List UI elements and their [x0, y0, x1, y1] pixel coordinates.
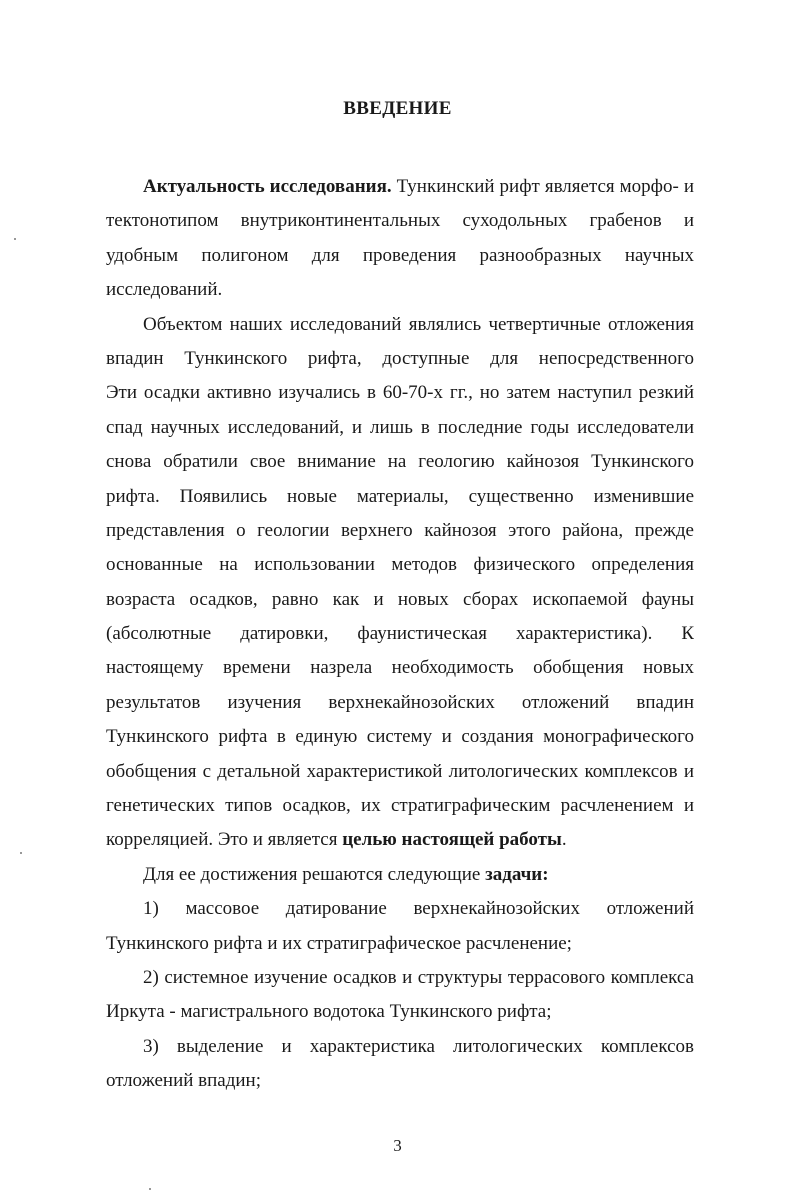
scan-speck [149, 1188, 151, 1190]
paragraph-2-line-5: снова обратили свое внимание на геологию кайнозоя Тункинского [106, 451, 694, 473]
paragraph-2-goal-bold: целью настоящей работы [342, 829, 562, 851]
page-title: ВВЕДЕНИЕ [343, 98, 452, 119]
paragraph-2-line-1: Объектом наших исследований являлись четвертичные отложения [143, 313, 694, 335]
paragraph-3-line-1 [106, 858, 694, 892]
paragraph-2-line-14: обобщения с детальной характеристикой литологических комплексов и [106, 760, 694, 782]
paragraph-2-last-start: корреляцией. Это и является [106, 829, 343, 851]
task-3-line-1: 3) выделение и характеристика литологических комплексов [143, 1035, 694, 1057]
page-number: 3 [393, 1136, 402, 1155]
paragraph-2-line-13: Тункинского рифта в единую систему и создания монографического [106, 726, 694, 748]
task-2-line-1: 2) системное изучение осадков и структуры террасового комплекса [143, 966, 694, 988]
paragraph-1-bold-lead: Актуальность исследования. [143, 176, 392, 197]
paragraph-2-line-8: основанные на использовании методов физического определения [106, 554, 694, 576]
task-2-line-2: Иркута - магистрального водотока Тункинского рифта; [106, 1001, 552, 1023]
paragraph-1-line-4: исследований. [106, 279, 223, 301]
task-1-line-2: Тункинского рифта и их стратиграфическое расчленение; [106, 932, 572, 954]
paragraph-2-line-6: рифта. Появились новые материалы, существенно изменившие [106, 485, 694, 507]
paragraph-1-line-3: удобным полигоном для проведения разнообразных научных [106, 244, 694, 266]
paragraph-2-last-end: . [561, 829, 567, 851]
paragraph-2-line-9: возраста осадков, равно как и новых сборах ископаемой фауны [106, 588, 694, 610]
paragraph-2-line-2: впадин Тункинского рифта, доступные для непосредственного [106, 347, 694, 369]
task-3-line-2: отложений впадин; [106, 1070, 262, 1092]
scan-speck [14, 238, 16, 240]
paragraph-1-line-2: тектонотипом внутриконтинентальных суходольных грабенов и [106, 210, 694, 232]
task-1-line-1: 1) массовое датирование верхнекайнозойских отложений [143, 898, 694, 920]
paragraph-1-line-1-text: Тункинский рифт является морфо- и [391, 176, 694, 197]
paragraph-2-line-11: настоящему времени назрела необходимость обобщения новых [106, 657, 694, 679]
paragraph-1-line-1 [106, 170, 694, 204]
scan-speck [20, 852, 22, 854]
paragraph-2-line-15: генетических типов осадков, их стратиграфическим расчленением и [106, 795, 694, 817]
paragraph-2-line-10: (абсолютные датировки, фаунистическая характеристика). К [106, 623, 694, 645]
paragraph-2-line-12: результатов изучения верхнекайнозойских отложений впадин [106, 691, 694, 713]
paragraph-2-line-7: представления о геологии верхнего кайнозоя этого района, прежде [106, 519, 694, 541]
paragraph-2-line-4: спад научных исследований, и лишь в последние годы исследователи [106, 416, 694, 438]
body-text [106, 170, 694, 1099]
paragraph-2-line-16 [106, 823, 694, 857]
paragraph-2-line-3: Эти осадки активно изучались в 60-70-х гг., но затем наступил резкий [106, 382, 694, 404]
paragraph-3-text: Для ее достижения решаются следующие [143, 863, 486, 885]
paragraph-3-bold: задачи: [485, 863, 549, 885]
